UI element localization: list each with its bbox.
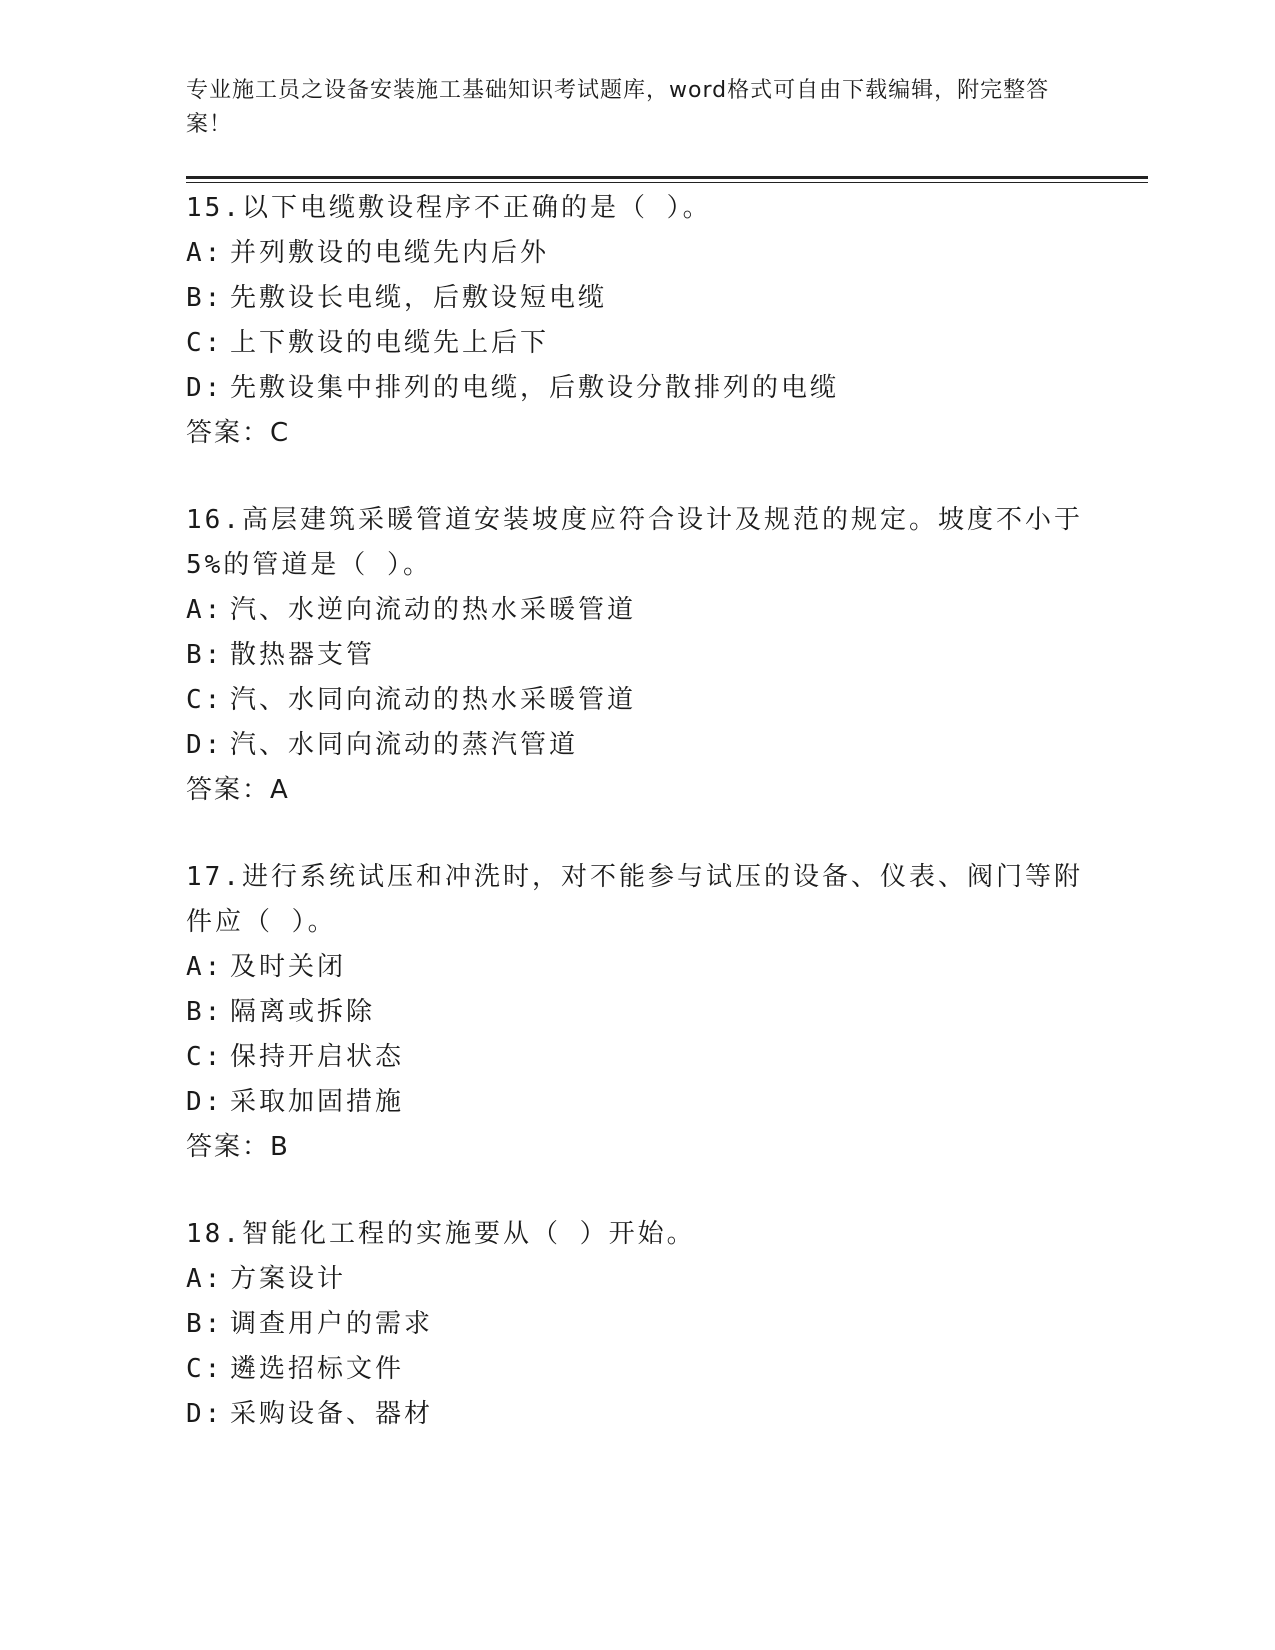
question-number: 18. <box>186 1219 242 1249</box>
option-c <box>186 321 1086 366</box>
option-key: C: <box>186 328 224 358</box>
question-text: 智能化工程的实施要从（ ）开始。 <box>241 1219 696 1249</box>
answer-label: 答案： <box>186 775 271 805</box>
option-text: 隔离或拆除 <box>230 997 376 1027</box>
option-key: C: <box>186 685 224 715</box>
option-a <box>186 231 1086 276</box>
question-number: 16. <box>186 505 242 535</box>
option-d <box>186 1080 1086 1125</box>
question-stem <box>186 186 1086 231</box>
option-key: D: <box>186 730 224 760</box>
option-key: A: <box>186 595 224 625</box>
question-15 <box>186 186 1086 456</box>
question-text: 以下电缆敷设程序不正确的是（ ）。 <box>241 193 712 223</box>
option-text: 遴选招标文件 <box>230 1354 405 1384</box>
option-text: 汽、水逆向流动的热水采暖管道 <box>230 595 637 625</box>
question-number: 15. <box>186 193 242 223</box>
document-header: 专业施工员之设备安装施工基础知识考试题库，word格式可自由下载编辑，附完整答案！ <box>186 78 1050 137</box>
option-key: B: <box>186 283 224 313</box>
option-key: B: <box>186 640 224 670</box>
answer-label: 答案： <box>186 418 271 448</box>
option-b <box>186 990 1086 1035</box>
option-d <box>186 1392 1086 1437</box>
option-key: A: <box>186 952 224 982</box>
question-stem <box>186 498 1086 588</box>
question-text: 进行系统试压和冲洗时，对不能参与试压的设备、仪表、阀门等附件应（ ）。 <box>186 862 1083 937</box>
option-b <box>186 633 1086 678</box>
option-key: C: <box>186 1354 224 1384</box>
option-text: 散热器支管 <box>230 640 376 670</box>
option-text: 及时关闭 <box>230 952 347 982</box>
question-list <box>186 186 1086 1479</box>
option-c <box>186 1347 1086 1392</box>
option-d <box>186 723 1086 768</box>
option-text: 采取加固措施 <box>230 1087 405 1117</box>
question-text: 高层建筑采暖管道安装坡度应符合设计及规范的规定。坡度不小于5%的管道是（ ）。 <box>186 505 1083 580</box>
question-number: 17. <box>186 862 242 892</box>
option-text: 调查用户的需求 <box>230 1309 434 1339</box>
option-text: 汽、水同向流动的蒸汽管道 <box>230 730 579 760</box>
option-key: D: <box>186 1087 224 1117</box>
question-stem <box>186 1212 1086 1257</box>
answer-label: 答案： <box>186 1132 271 1162</box>
answer-value: A <box>270 775 290 805</box>
option-key: B: <box>186 1309 224 1339</box>
answer-line <box>186 768 1086 813</box>
option-text: 方案设计 <box>230 1264 347 1294</box>
option-a <box>186 588 1086 633</box>
option-key: D: <box>186 373 224 403</box>
option-d <box>186 366 1086 411</box>
question-stem <box>186 855 1086 945</box>
option-text: 汽、水同向流动的热水采暖管道 <box>230 685 637 715</box>
answer-line <box>186 411 1086 456</box>
option-key: A: <box>186 238 224 268</box>
option-b <box>186 1302 1086 1347</box>
option-text: 上下敷设的电缆先上后下 <box>230 328 550 358</box>
option-text: 并列敷设的电缆先内后外 <box>230 238 550 268</box>
option-key: B: <box>186 997 224 1027</box>
answer-value: C <box>270 418 291 448</box>
question-17 <box>186 855 1086 1170</box>
question-18 <box>186 1212 1086 1437</box>
option-key: D: <box>186 1399 224 1429</box>
option-text: 采购设备、器材 <box>230 1399 434 1429</box>
option-c <box>186 678 1086 723</box>
header-divider-thin <box>186 182 1148 183</box>
option-b <box>186 276 1086 321</box>
option-text: 先敷设长电缆，后敷设短电缆 <box>230 283 608 313</box>
option-key: C: <box>186 1042 224 1072</box>
answer-value: B <box>270 1132 290 1162</box>
option-text: 保持开启状态 <box>230 1042 405 1072</box>
question-16 <box>186 498 1086 813</box>
option-text: 先敷设集中排列的电缆，后敷设分散排列的电缆 <box>230 373 840 403</box>
header-divider-thick <box>186 176 1148 179</box>
option-c <box>186 1035 1086 1080</box>
option-key: A: <box>186 1264 224 1294</box>
option-a <box>186 945 1086 990</box>
answer-line <box>186 1125 1086 1170</box>
option-a <box>186 1257 1086 1302</box>
